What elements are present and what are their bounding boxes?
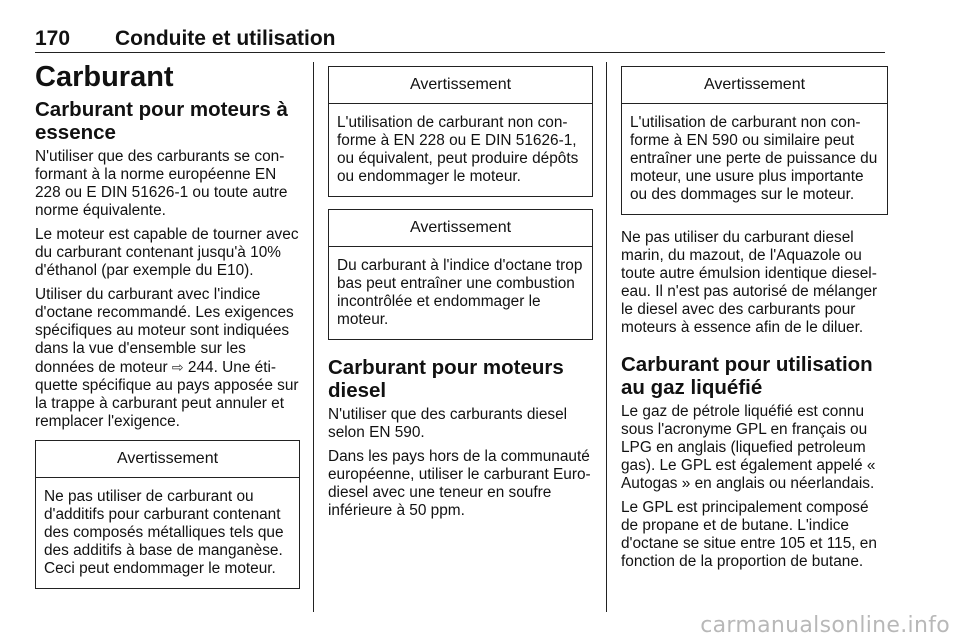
watermark: carmanualsonline.info bbox=[700, 613, 950, 638]
header-rule bbox=[35, 52, 885, 53]
paragraph-text: Utiliser du carburant avec l'indice d'octane recommandé. Les exigences spécifiques au moteur sont indiquées dans la vue d'ensemble sur les données de moteur bbox=[35, 286, 294, 376]
column-3 bbox=[621, 66, 888, 577]
running-title: Conduite et utilisation bbox=[115, 27, 336, 50]
page-number: 170 bbox=[35, 27, 71, 50]
column-1 bbox=[35, 58, 300, 601]
warning-text: L'utilisation de carburant non conforme à EN 590 ou similaire peut entraîner une perte de puissance du moteur, une usure plus importante ou des dommages sur le moteur. bbox=[630, 114, 878, 203]
warning-title: Avertissement bbox=[329, 67, 592, 104]
petrol-subheading: Carburant pour moteurs à essence bbox=[35, 98, 288, 144]
paragraph-text: 244. Une étiquette spécifique au pays apposée sur la trappe à carburant peut annuler et remplacer l'exigence. bbox=[35, 359, 299, 430]
warning-text: L'utilisation de carburant non conforme à EN 228 ou E DIN 51626-1, ou équivalent, peut produire dépôts ou endommager le moteur. bbox=[337, 114, 579, 185]
warning-box bbox=[328, 66, 593, 197]
petrol-paragraph-1: N'utiliser que des carburants se conformant à la norme européenne EN 228 ou E DIN 51626-1 ou toute autre norme équivalente. bbox=[35, 148, 288, 219]
diesel-paragraph-2: Dans les pays hors de la communauté européenne, utiliser le carburant Euro-diesel avec une teneur en soufre inférieure à 50 ppm. bbox=[328, 448, 591, 519]
warning-title: Avertissement bbox=[622, 67, 887, 104]
column-divider-2 bbox=[606, 62, 607, 612]
warning-text: Ne pas utiliser de carburant ou d'additifs pour carburant contenant des composés métalliques tels que des additifs à base de manganèse. Ceci peut endommager le moteur. bbox=[44, 488, 284, 577]
warning-title: Avertissement bbox=[329, 210, 592, 247]
warning-title: Avertissement bbox=[36, 441, 299, 478]
diesel-paragraph-3: Ne pas utiliser du carburant diesel marin, du mazout, de l'Aquazole ou toute autre émulsion identique diesel-eau. Il n'est pas autorisé de mélanger le diesel avec des carburants pour moteurs à essence afin de le diluer. bbox=[621, 229, 878, 336]
diesel-paragraph-1: N'utiliser que des carburants diesel selon EN 590. bbox=[328, 406, 568, 441]
lpg-subheading: Carburant pour utilisation au gaz liquéfié bbox=[621, 353, 873, 399]
column-divider-1 bbox=[313, 62, 314, 612]
page-reference-arrow-icon: ⇨ bbox=[171, 359, 184, 375]
petrol-paragraph-2: Le moteur est capable de tourner avec du carburant contenant jusqu'à 10% d'éthanol (par exemple du E10). bbox=[35, 226, 299, 279]
column-2 bbox=[328, 66, 593, 526]
warning-box bbox=[621, 66, 888, 215]
warning-box bbox=[35, 440, 300, 589]
diesel-subheading: Carburant pour moteurs diesel bbox=[328, 356, 564, 402]
warning-box bbox=[328, 209, 593, 340]
page-header bbox=[35, 27, 885, 49]
petrol-paragraph-3 bbox=[35, 286, 300, 431]
warning-text: Du carburant à l'indice d'octane trop bas peut entraîner une combustion incontrôlée et endommager le moteur. bbox=[337, 257, 583, 328]
section-heading: Carburant bbox=[35, 61, 174, 93]
lpg-paragraph-2: Le GPL est principalement composé de propane et de butane. L'indice d'octane se situe entre 105 et 115, en fonction de la proportion de butane. bbox=[621, 499, 877, 570]
lpg-paragraph-1: Le gaz de pétrole liquéfié est connu sous l'acronyme GPL en français ou LPG en anglais (liquefied petroleum gas). Le GPL est également appelé « Autogas » en anglais ou néerlandais. bbox=[621, 403, 876, 492]
